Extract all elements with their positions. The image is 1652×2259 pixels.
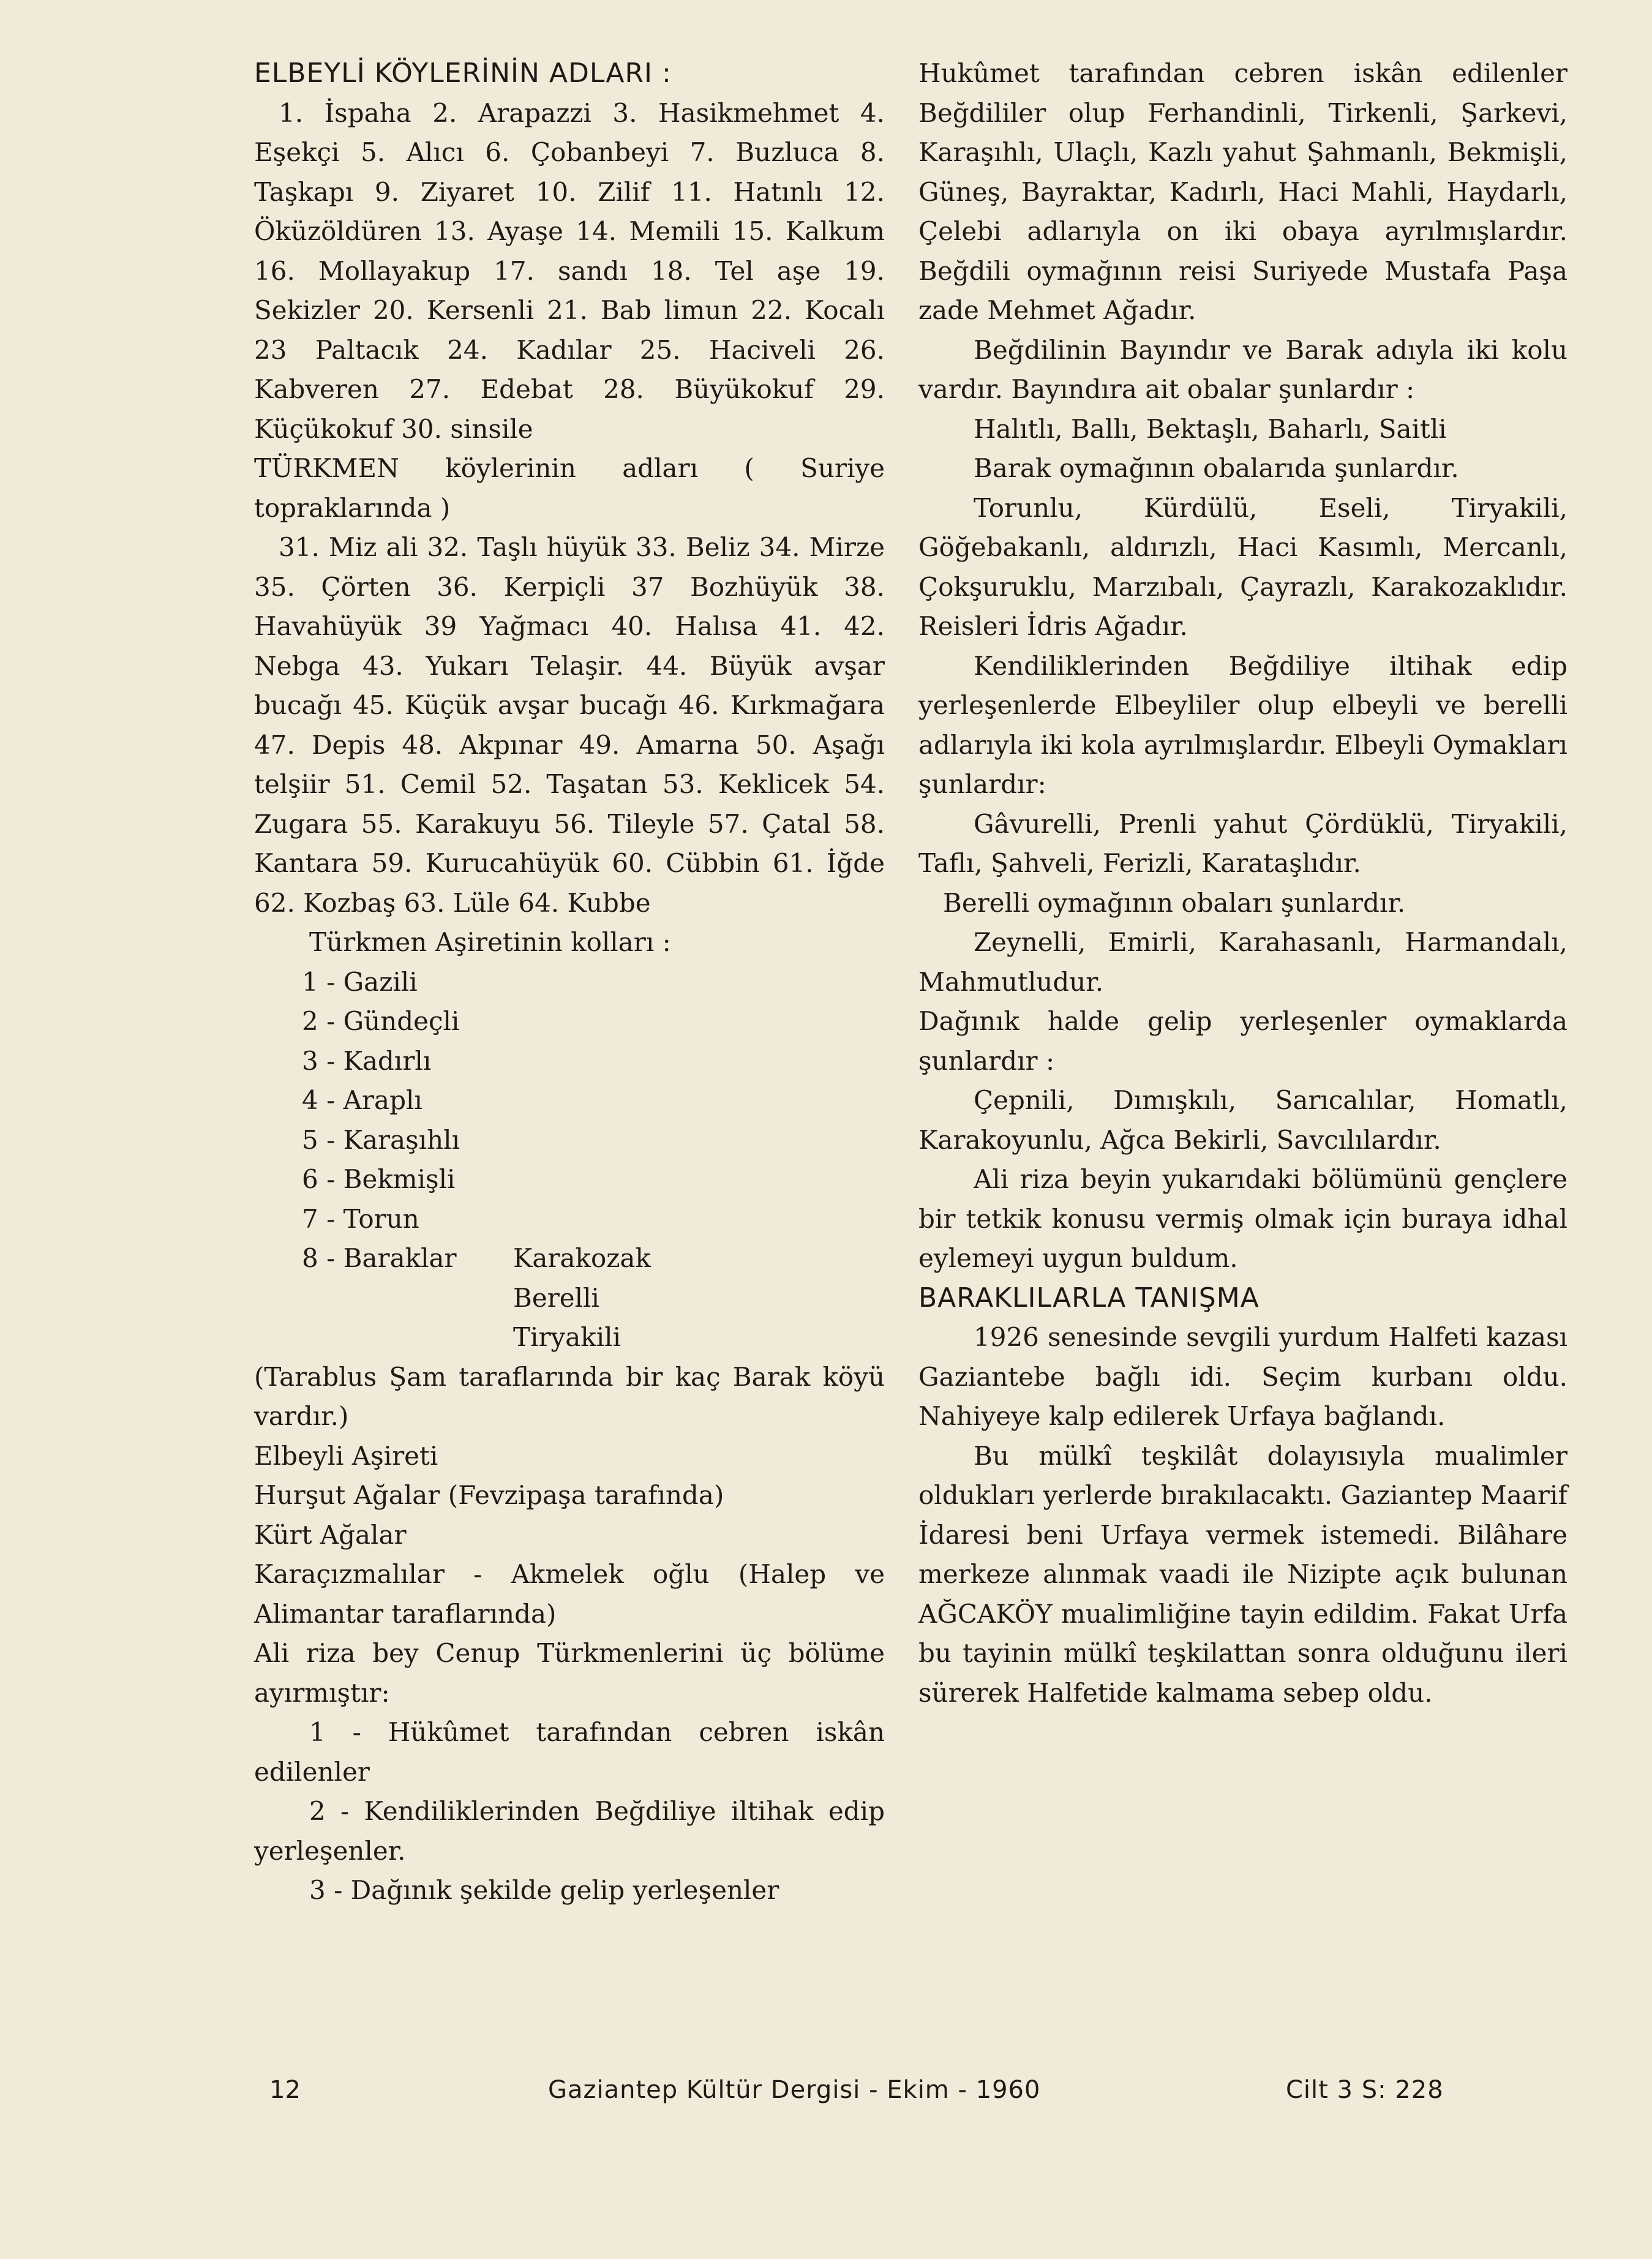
subgroup-item: Tiryakili xyxy=(513,1322,621,1352)
section-heading: BARAKLILARLA TANIŞMA xyxy=(918,1282,1260,1314)
division-item: 3 - Dağınık şekilde gelip yerleşenler xyxy=(309,1875,779,1905)
page-footer xyxy=(269,2076,1537,2113)
paragraph: Zeynelli, Emirli, Karahasanlı, Harmandalı, Mahmutludur. xyxy=(918,927,1568,997)
elbeyli-asireti: Elbeyli Aşireti xyxy=(254,1440,438,1471)
karacizmalilar: Karaçızmalılar - Akmelek oğlu (Halep ve Alimantar taraflarında) xyxy=(254,1559,885,1629)
tarablus-note: (Tarablus Şam taraflarında bir kaç Barak köyü vardır.) xyxy=(254,1361,885,1431)
paragraph: Halıtlı, Ballı, Bektaşlı, Baharlı, Saitli xyxy=(974,413,1447,444)
paragraph: Berelli oymağının obaları şunlardır. xyxy=(943,887,1406,918)
list-item: 3 - Kadırlı xyxy=(302,1045,432,1076)
journal-title: Gaziantep Kültür Dergisi - Ekim - 1960 xyxy=(548,2076,1041,2104)
paragraph: Barak oymağının obalarıda şunlardır. xyxy=(974,453,1459,483)
hursut-agalar: Hurşut Ağalar (Fevzipaşa tarafında) xyxy=(254,1480,724,1510)
list-item: 6 - Bekmişli xyxy=(302,1164,456,1194)
list-item: 5 - Karaşıhlı xyxy=(302,1124,460,1155)
paragraph: Torunlu, Kürdülü, Eseli, Tiryakili, Göğebakanlı, aldırızlı, Haci Kasımlı, Mercanlı, Çokşuruklu, Marzıbalı, Çayrazlı, Karakozaklıdır. Reisleri İdris Ağadır. xyxy=(918,492,1568,641)
paragraph: Beğdilinin Bayındır ve Barak adıyla iki kolu vardır. Bayındıra ait obalar şunlardır : xyxy=(918,334,1568,404)
division-item: 2 - Kendiliklerinden Beğdiliye iltihak edip yerleşenler. xyxy=(254,1796,885,1866)
baraklar-label: 8 - Baraklar xyxy=(302,1243,457,1273)
volume-issue: Cilt 3 S: 228 xyxy=(1286,2076,1444,2104)
baraklar-subgroups xyxy=(513,1239,651,1358)
elbeyli-village-list: 1. İspaha 2. Arapazzi 3. Hasikmehmet 4. Eşekçi 5. Alıcı 6. Çobanbeyi 7. Buzluca 8. Taşkapı 9. Ziyaret 10. Zilif 11. Hatınlı 12. Öküzöldüren 13. Ayaşe 14. Memili 15. Kalkum 16. Mollayakup 17. sandı 18. Tel aşe 19. Sekizler 20. Kersenli 21. Bab limun 22. Kocalı 23 Paltacık 24. Kadılar 25. Haciveli 26. Kabveren 27. Edebat 28. Büyükokuf 29. Küçükokuf 30. sinsile xyxy=(254,97,885,444)
left-column xyxy=(254,54,885,1911)
paragraph: 1926 senesinde sevgili yurdum Halfeti kazası Gaziantebe bağlı idi. Seçim kurbanı oldu. Nahiyeye kalp edilerek Urfaya bağlandı. xyxy=(918,1322,1568,1431)
paragraph: Bu mülkî teşkilât dolayısıyla mualimler oldukları yerlerde bırakılacaktı. Gaziantep Maarif İdaresi beni Urfaya vermek istemedi. Bilâhare merkeze alınmak vaadi ile Nizipte açık bulunan AĞCAKÖY mualimliğine tayin edildim. Fakat Urfa bu tayinin mülkî teşkilattan sonra olduğunu ileri sürerek Halfetide kalmama sebep oldu. xyxy=(918,1440,1568,1708)
paragraph: Gâvurelli, Prenli yahut Çördüklü, Tiryakili, Taflı, Şahveli, Ferizli, Karataşlıdır. xyxy=(918,808,1568,878)
list-item: 1 - Gazili xyxy=(302,966,418,997)
paragraph: Çepnili, Dımışkılı, Sarıcalılar, Homatlı, Karakoyunlu, Ağca Bekirli, Savcılılardır. xyxy=(918,1085,1568,1155)
list-item: 2 - Gündeçli xyxy=(302,1006,460,1036)
kurt-agalar: Kürt Ağalar xyxy=(254,1519,407,1550)
turkmen-villages-heading: TÜRKMEN köylerinin adları ( Suriye topraklarında ) xyxy=(254,453,885,523)
list-item: 4 - Araplı xyxy=(302,1085,422,1115)
tribe-branches-list xyxy=(254,963,885,1358)
tribe-branches-heading: Türkmen Aşiretinin kolları : xyxy=(309,927,671,957)
village-names-heading: ELBEYLİ KÖYLERİNİN ADLARI : xyxy=(254,58,672,89)
paragraph: Kendiliklerinden Beğdiliye iltihak edip yerleşenlerde Elbeyliler olup elbeyli ve berelli adlarıyla iki kola ayrılmışlardır. Elbeyli Oymakları şunlardır: xyxy=(918,650,1568,799)
paragraph: Dağınık halde gelip yerleşenler oymaklarda şunlardır : xyxy=(918,1006,1568,1076)
paragraph: Hukûmet tarafından cebren iskân edilenler Beğdililer olup Ferhandinli, Tirkenli, Şarkevi, Karaşıhlı, Ulaçlı, Kazlı yahut Şahmanlı, Bekmişli, Güneş, Bayraktar, Kadırlı, Haci Mahli, Haydarlı, Çelebi adlarıyla on iki obaya ayrılmışlardır. Beğdili oymağının reisi Suriyede Mustafa Paşa zade Mehmet Ağadır. xyxy=(918,58,1568,325)
baraklar-item xyxy=(302,1239,885,1358)
ali-riza-intro: Ali riza bey Cenup Türkmenlerini üç bölüme ayırmıştır: xyxy=(254,1638,885,1708)
turkmen-village-list: 31. Miz ali 32. Taşlı hüyük 33. Beliz 34. Mirze 35. Çörten 36. Kerpiçli 37 Bozhüyük 38. Havahüyük 39 Yağmacı 40. Halısa 41. 42. Nebga 43. Yukarı Telaşir. 44. Büyük avşar bucağı 45. Küçük avşar bucağı 46. Kırkmağara 47. Depis 48. Akpınar 49. Amarna 50. Aşağı telşiir 51. Cemil 52. Taşatan 53. Keklicek 54. Zugara 55. Karakuyu 56. Tileyle 57. Çatal 58. Kantara 59. Kurucahüyük 60. Cübbin 61. İğde 62. Kozbaş 63. Lüle 64. Kubbe xyxy=(254,532,885,918)
right-column xyxy=(918,54,1568,1713)
subgroup-item: Karakozak xyxy=(513,1243,651,1273)
list-item: 7 - Torun xyxy=(302,1203,419,1234)
page-number: 12 xyxy=(269,2076,301,2104)
division-item: 1 - Hükûmet tarafından cebren iskân edilenler xyxy=(254,1717,885,1787)
subgroup-item: Berelli xyxy=(513,1282,599,1313)
paragraph: Ali riza beyin yukarıdaki bölümünü gençlere bir tetkik konusu vermiş olmak için buraya idhal eylemeyi uygun buldum. xyxy=(918,1164,1568,1273)
